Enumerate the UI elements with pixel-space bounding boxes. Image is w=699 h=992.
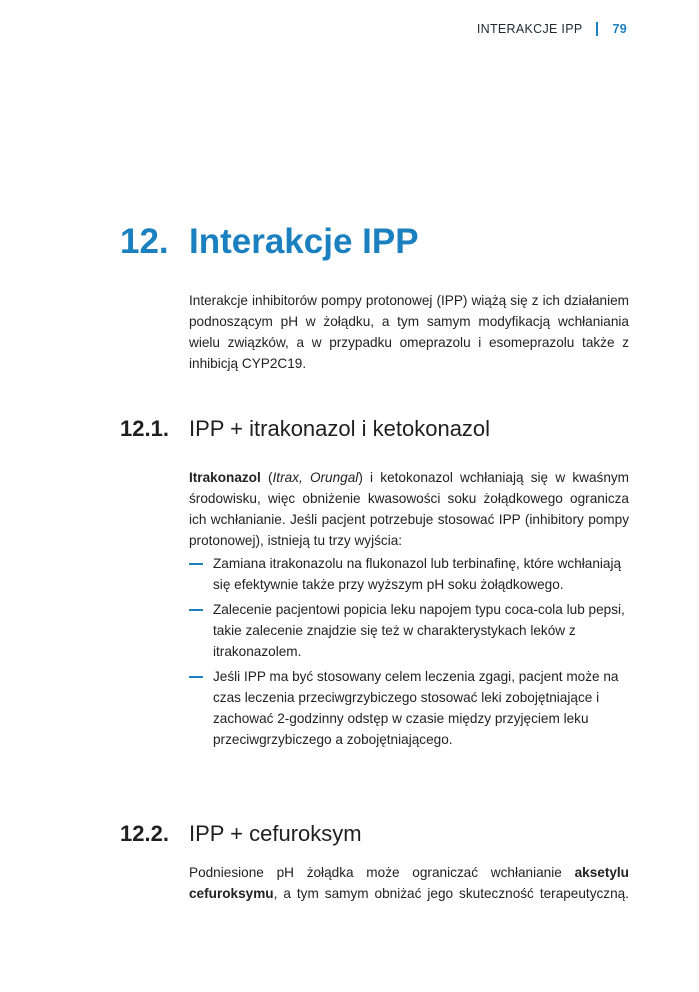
running-header-section: INTERAKCJE IPP [476, 22, 583, 36]
section-heading-12-1 [120, 416, 490, 442]
chapter-title: Interakcje IPP [189, 222, 419, 261]
paragraph-text: , a tym samym obniżać jego skuteczność terapeutyczną. [273, 886, 629, 901]
chapter-number: 12. [120, 222, 169, 261]
dash-bullet-icon [189, 676, 203, 678]
chapter-intro: Interakcje inhibitorów pompy protonowej (IPP) wiążą się z ich działaniem podnoszącym pH w żołądku, a tym samym modyfikacją wchłaniania wielu związków, a w przypadku omeprazolu i esomeprazolu także z inhibicją CYP2C19. [189, 293, 629, 371]
running-header [477, 22, 627, 36]
header-separator [596, 22, 598, 36]
drug-name-bold: Itrakonazol [189, 470, 261, 485]
dash-bullet-icon [189, 563, 203, 565]
section-title: IPP + itrakonazol i ketokonazol [189, 416, 491, 441]
paragraph-text: Podniesione pH żołądka może ograniczać wchłanianie [189, 865, 575, 880]
list-item-text: Zalecenie pacjentowi popicia leku napojem typu coca-cola lub pepsi, takie zalecenie znajdzie się też w charakterystykach leków z itrakonazolem. [213, 602, 625, 659]
list-item [189, 599, 629, 662]
section-body-12-1 [189, 467, 629, 754]
section-heading-12-2 [120, 821, 362, 847]
chapter-heading [120, 222, 419, 262]
paren-open: ( [260, 470, 273, 485]
brand-names: Itrax, Orungal [272, 470, 359, 485]
section-title: IPP + cefuroksym [189, 821, 362, 846]
page-number: 79 [612, 22, 627, 36]
section-number: 12.1. [120, 416, 169, 441]
list-item [189, 666, 629, 750]
dash-bullet-icon [189, 609, 203, 611]
options-list [189, 553, 629, 750]
drug-name-bold: aksetylu cefuroksymu [189, 865, 629, 901]
section-paragraph-12-2 [189, 862, 629, 904]
list-item-text: Jeśli IPP ma być stosowany celem leczenia zgagi, pacjent może na czas leczenia przeciwgrzybiczego stosować leki zobojętniające i zachować 2-godzinny odstęp w czasie między przyjęciem leku przeciwgrzybiczego a zobojętniającego. [213, 669, 619, 747]
list-item [189, 553, 629, 595]
section-number: 12.2. [120, 821, 169, 846]
section-lead-paragraph [189, 467, 629, 551]
list-item-text: Zamiana itrakonazolu na flukonazol lub terbinafinę, które wchłaniają się efektywnie także przy wyższym pH soku żołądkowego. [213, 556, 622, 592]
lead-text: ) i ketokonazol wchłaniają się w kwaśnym środowisku, więc obniżenie kwasowości soku żołądkowego ogranicza ich wchłanianie. Jeśli pacjent potrzebuje stosować IPP (inhibitory pompy protonowej), istnieją tu trzy wyjścia: [189, 470, 630, 548]
